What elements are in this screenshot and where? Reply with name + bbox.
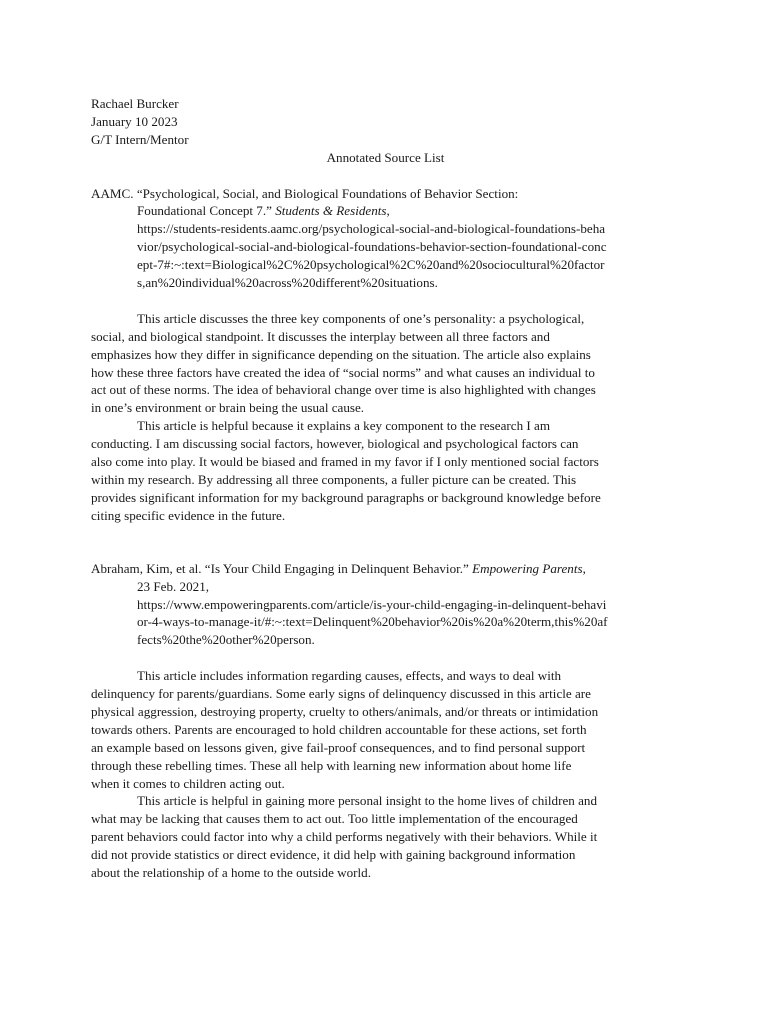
document-body — [91, 95, 680, 882]
paragraph-line: social, and biological standpoint. It discusses the interplay between all three factors and — [91, 328, 550, 344]
annotation-summary-paragraph — [91, 667, 680, 792]
spacer — [91, 649, 680, 667]
author-name: Rachael Burcker — [91, 96, 179, 111]
spacer — [91, 292, 680, 310]
paragraph-line: within my research. By addressing all three components, a fuller picture can be created. This — [91, 472, 577, 487]
paragraph-line: when it comes to children acting out. — [91, 775, 285, 791]
document-date: January 10 2023 — [91, 113, 178, 129]
document-title: Annotated Source List — [326, 149, 445, 165]
citation-line — [91, 202, 680, 220]
citation-url-line[interactable]: or-4-ways-to-manage-it/#:~:text=Delinquent%20behavior%20is%20a%20term,this%20af — [137, 614, 608, 630]
citation-container-title: Students & Residents — [275, 203, 387, 219]
citation-url-line[interactable]: https://students-residents.aamc.org/psychological-social-and-biological-foundations-beha — [137, 221, 606, 237]
paragraph-line: did not provide statistics or direct evidence, it did help with gaining background information — [91, 847, 576, 863]
citation-url-line[interactable]: vior/psychological-social-and-biological-foundations-behavior-section-foundational-conc — [137, 239, 607, 255]
paragraph-line: what may be lacking that causes them to act out. Too little implementation of the encouraged — [91, 811, 578, 827]
paragraph-line: how these three factors have created the idea of “social norms” and what causes an individual to — [91, 364, 595, 380]
paragraph-line: conducting. I am discussing social factors, however, biological and psychological factors can — [91, 436, 579, 452]
paragraph-line: provides significant information for my background paragraphs or background knowledge before — [91, 489, 601, 505]
paragraph-line: about the relationship of a home to the outside world. — [91, 865, 372, 881]
paragraph-line: delinquency for parents/guardians. Some early signs of delinquency discussed in this article are — [91, 686, 591, 702]
paragraph-line: an example based on lessons given, give fail-proof consequences, and to find personal support — [91, 739, 586, 755]
paragraph-line: This article includes information regarding causes, effects, and ways to deal with — [137, 668, 562, 684]
citation-punct: , — [582, 560, 586, 576]
citation-line: AAMC. “Psychological, Social, and Biological Foundations of Behavior Section: — [91, 185, 519, 201]
citation-line — [91, 560, 680, 578]
citation-abraham — [91, 560, 680, 650]
citation-punct: , — [386, 203, 390, 219]
citation-text: Abraham, Kim, et al. “Is Your Child Engaging in Delinquent Behavior.” — [91, 560, 473, 576]
annotation-evaluation-paragraph — [91, 417, 680, 524]
paragraph-line: This article is helpful in gaining more personal insight to the home lives of children and — [137, 793, 597, 809]
paragraph-line: physical aggression, destroying property, cruelty to others/animals, and/or threats or intimidation — [91, 703, 599, 719]
paragraph-line: This article discusses the three key components of one’s personality: a psychological, — [137, 310, 585, 326]
paragraph-line: in one’s environment or brain being the usual cause. — [91, 400, 365, 416]
citation-text: Foundational Concept 7.” — [137, 203, 276, 219]
citation-container-title: Empowering Parents — [472, 560, 583, 576]
annotation-evaluation-paragraph — [91, 792, 680, 882]
paragraph-line: parent behaviors could factor into why a child performs negatively with their behaviors. While it — [91, 829, 598, 845]
author-role: G/T Intern/Mentor — [91, 131, 189, 147]
paragraph-line: This article is helpful because it explains a key component to the research I am — [137, 418, 551, 434]
citation-line: 23 Feb. 2021, — [137, 578, 210, 594]
paragraph-line: act out of these norms. The idea of behavioral change over time is also highlighted with changes — [91, 382, 596, 398]
annotation-summary-paragraph — [91, 310, 680, 417]
spacer — [91, 167, 680, 185]
paragraph-line: also come into play. It would be biased and framed in my favor if I only mentioned social factors — [91, 454, 599, 470]
paragraph-line: citing specific evidence in the future. — [91, 507, 286, 523]
citation-aamc — [91, 185, 680, 292]
spacer — [91, 525, 680, 560]
paragraph-line: emphasizes how they differ in significance depending on the situation. The article also explains — [91, 346, 591, 362]
citation-url-line[interactable]: s,an%20individual%20across%20different%20situations. — [137, 275, 438, 291]
citation-url-line[interactable]: ept-7#:~:text=Biological%2C%20psychological%2C%20and%20sociocultural%20factor — [137, 257, 605, 273]
paragraph-line: towards others. Parents are encouraged to hold children accountable for these actions, set forth — [91, 721, 587, 737]
citation-url-line[interactable]: fects%20the%20other%20person. — [137, 632, 315, 648]
citation-url-line[interactable]: https://www.empoweringparents.com/article/is-your-child-engaging-in-delinquent-behavi — [137, 596, 607, 612]
paragraph-line: through these rebelling times. These all help with learning new information about home life — [91, 757, 572, 773]
